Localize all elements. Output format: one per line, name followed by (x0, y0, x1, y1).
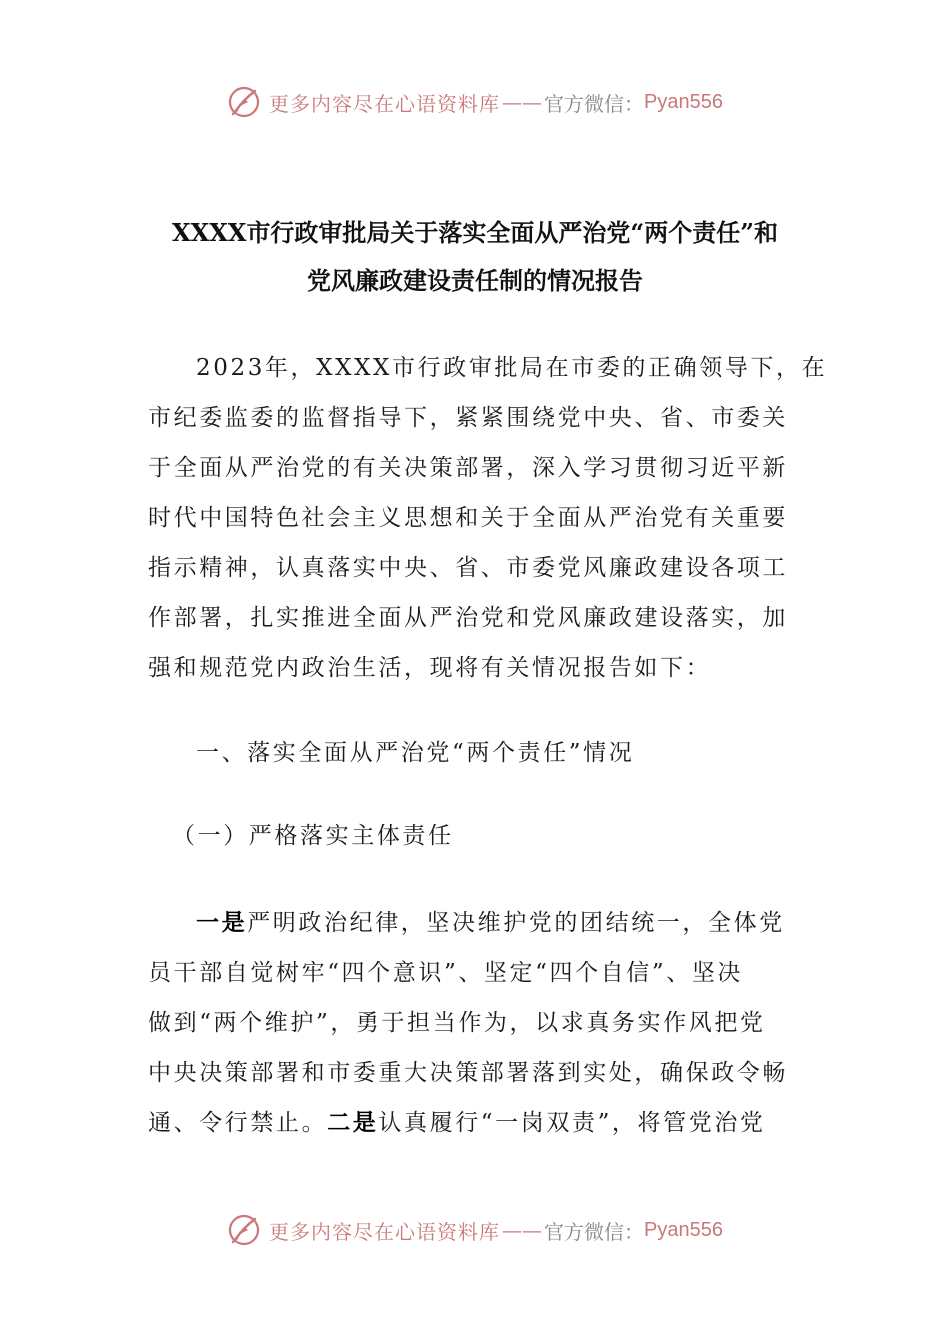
point-1-label: 一是 (196, 909, 248, 936)
point-1-line-2: 员干部自觉树牢“四个意识”、坚定“四个自信”、坚决 (148, 960, 744, 986)
quill-pen-logo-icon (227, 1213, 261, 1247)
point-2-label: 二是 (327, 1109, 379, 1136)
footer-watermark-banner (0, 1208, 950, 1252)
document-title-line-1: XXXX市行政审批局关于落实全面从严治党“两个责任”和 (171, 218, 779, 247)
point-1-line-5 (148, 1098, 793, 1148)
intro-line-5: 指示精神，认真落实中央、省、市委党风廉政建设各项工 (148, 555, 788, 581)
intro-line-7: 强和规范党内政治生活，现将有关情况报告如下： (148, 655, 712, 681)
banner-separator: —— (502, 90, 543, 114)
section-1-heading: 一、落实全面从严治党“两个责任”情况 (196, 740, 635, 766)
intro-line-2: 市纪委监委的监督指导下，紧紧围绕党中央、省、市委关 (148, 405, 788, 431)
banner-separator: —— (502, 1218, 543, 1242)
banner-wechat-label: 官方微信： (544, 91, 645, 116)
document-title-line-2: 党风廉政建设责任制的情况报告 (307, 266, 643, 295)
point-1-last-line: 通、令行禁止。 (148, 1110, 328, 1136)
intro-line-1: 2023年，XXXX市行政审批局在市委的正确领导下，在 (196, 355, 828, 381)
quill-pen-logo-icon (227, 85, 261, 119)
intro-line-4: 时代中国特色社会主义思想和关于全面从严治党有关重要 (148, 505, 788, 531)
point-1-text-1: 严明政治纪律，坚决维护党的团结统一，全体党 (247, 910, 785, 936)
banner-wechat-id: Pyan556 (644, 1218, 723, 1241)
intro-line-6: 作部署，扎实推进全面从严治党和党风廉政建设落实，加 (148, 605, 788, 631)
point-1-line-1 (196, 898, 793, 948)
point-1-line-4: 中央决策部署和市委重大决策部署落到实处，确保政令畅 (148, 1060, 788, 1086)
subsection-1-heading: （一）严格落实主体责任 (172, 823, 454, 849)
banner-wechat-id: Pyan556 (644, 90, 723, 113)
banner-wechat-label: 官方微信： (544, 1219, 645, 1244)
banner-text: 更多内容尽在心语资料库 (269, 1219, 501, 1244)
banner-text: 更多内容尽在心语资料库 (269, 91, 501, 116)
point-1-line-3: 做到“两个维护”，勇于担当作为，以求真务实作风把党 (148, 1010, 766, 1036)
point-2-text-start: 认真履行“一岗双责”，将管党治党 (378, 1110, 766, 1136)
header-watermark-banner (0, 80, 950, 124)
intro-line-3: 于全面从严治党的有关决策部署，深入学习贯彻习近平新 (148, 455, 788, 481)
